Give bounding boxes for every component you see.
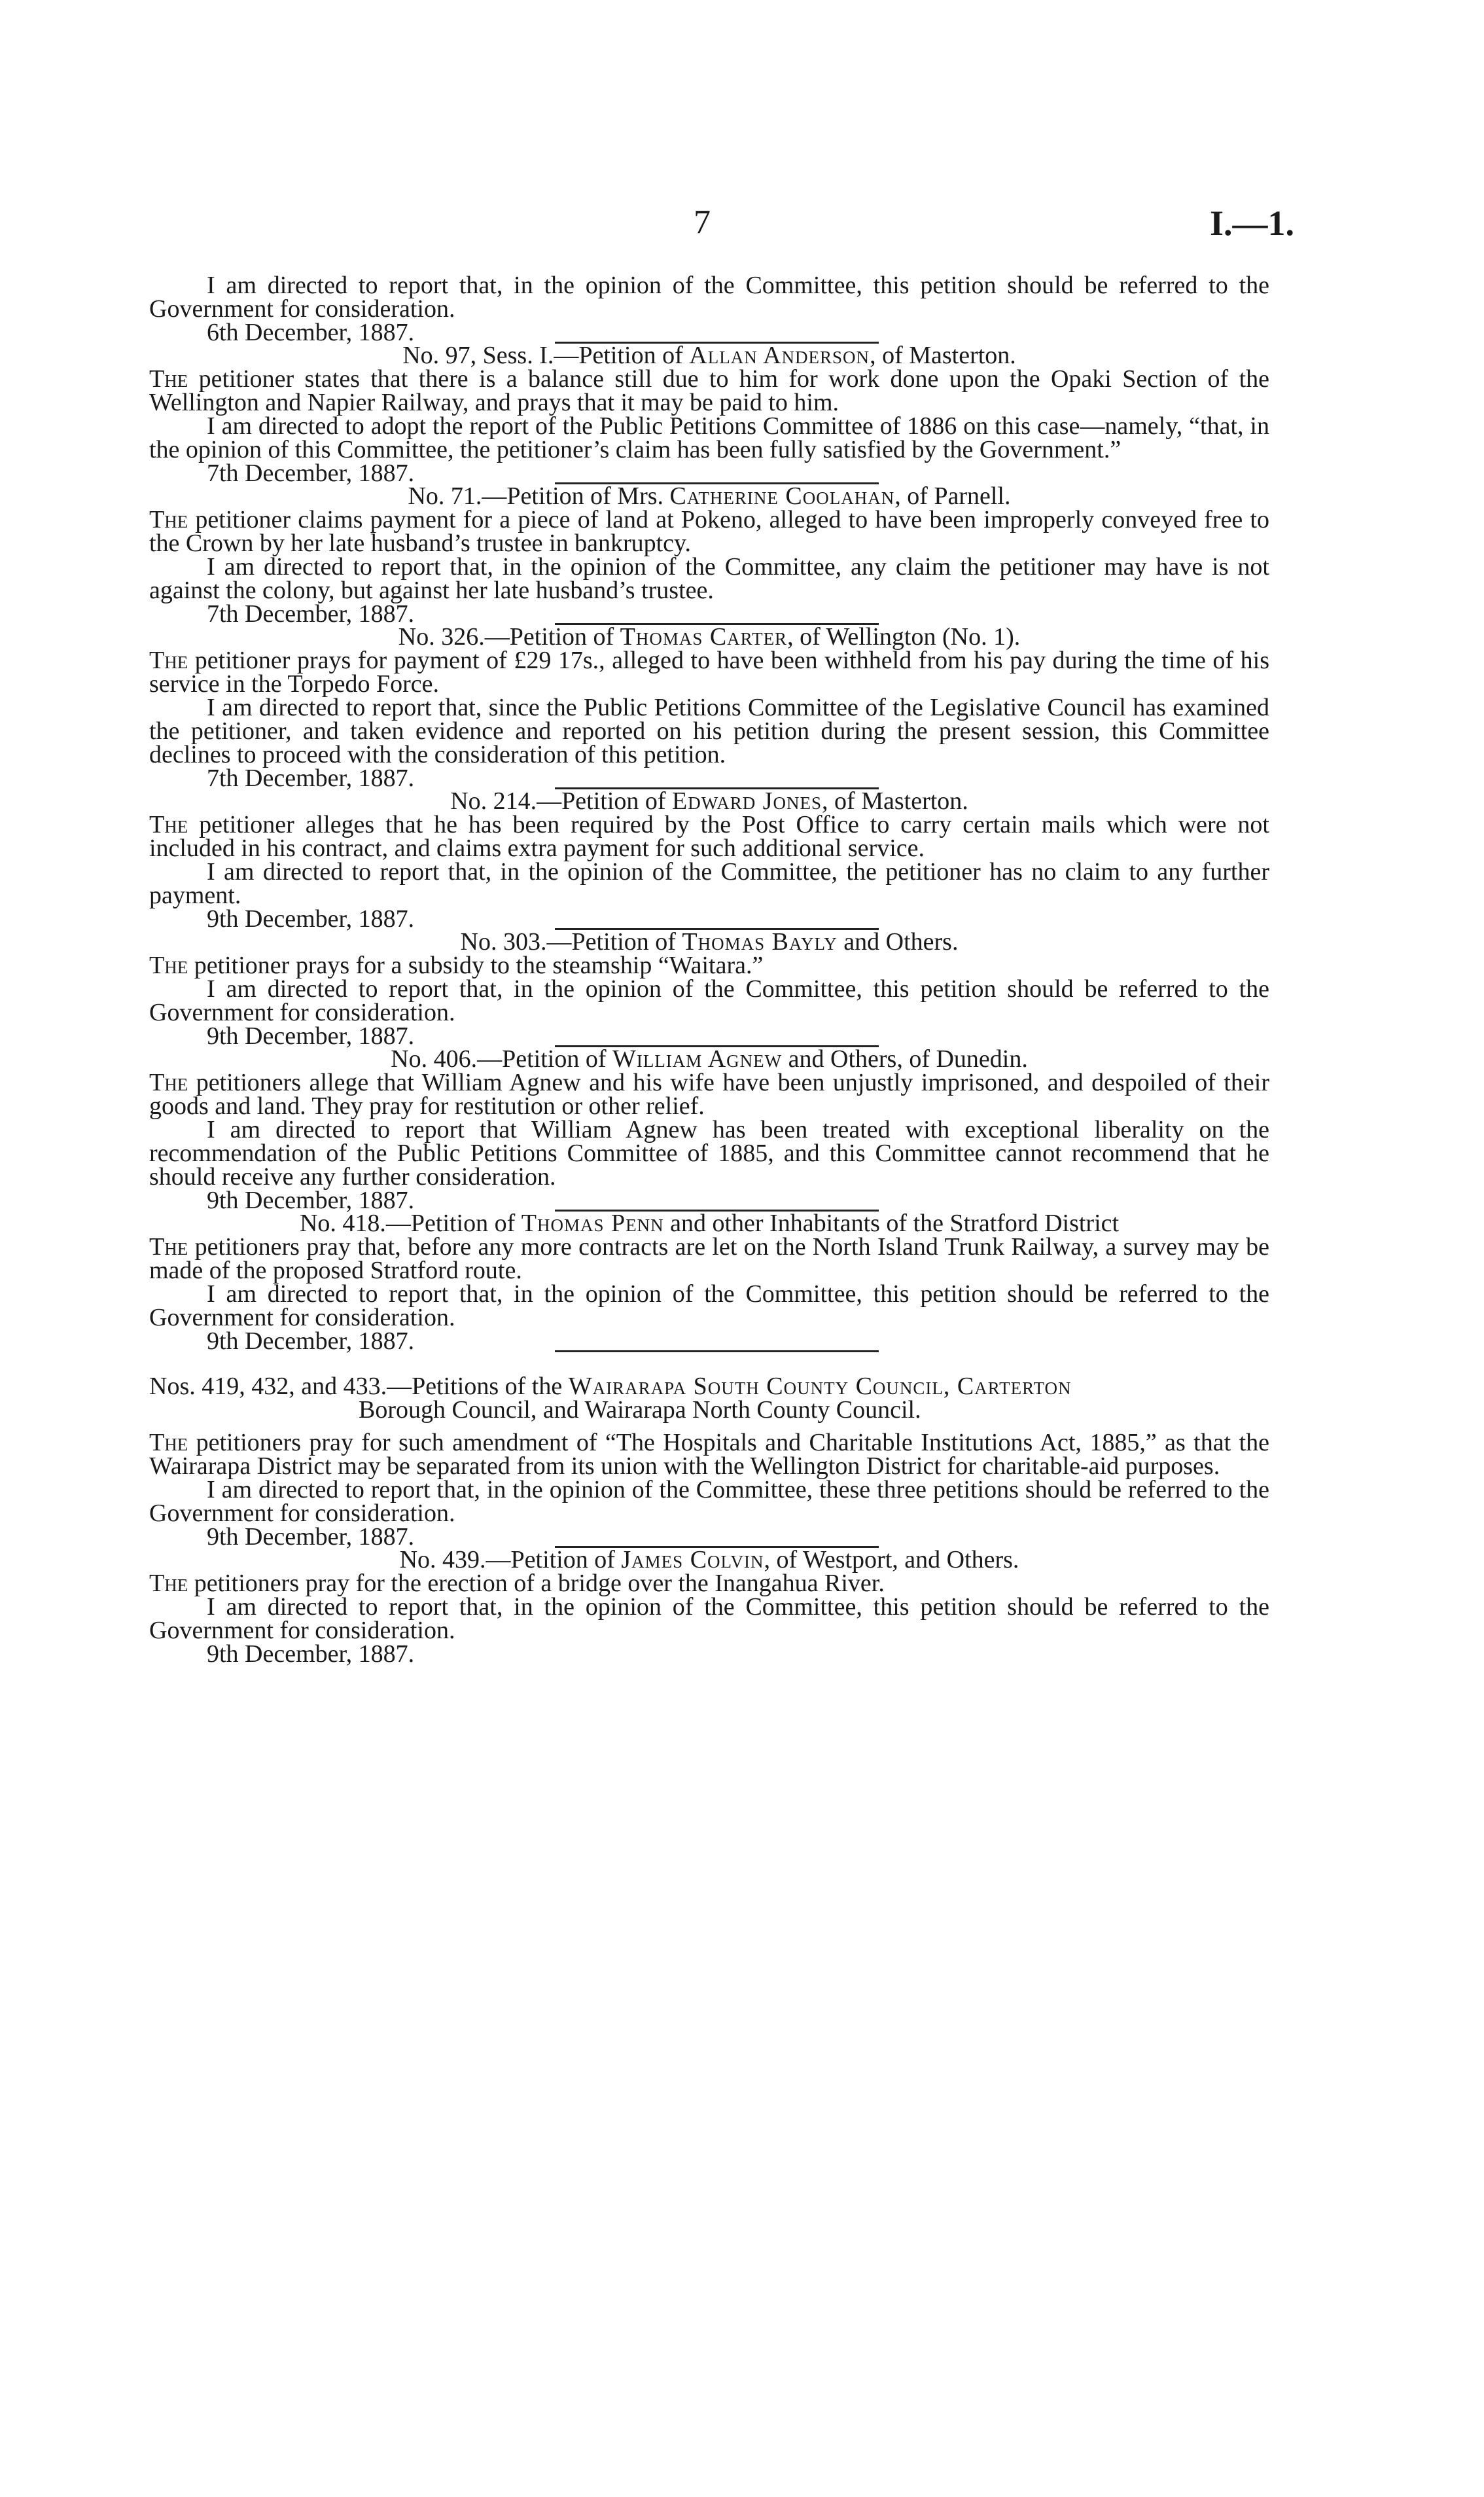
petitioner-name: Wairarapa North County Council	[584, 1396, 915, 1424]
petitioner-name: Borough Council	[359, 1396, 531, 1424]
intro-section	[149, 274, 1269, 344]
petitioner-name: Thomas Bayly	[682, 928, 838, 956]
report-date: 9th December, 1887.	[207, 1523, 415, 1551]
petition-heading-continued: Borough Council, and Wairarapa North County Council.	[359, 1396, 921, 1424]
document-reference: I.—1.	[1209, 204, 1294, 243]
petitioner-name: Catherine Coolahan	[669, 482, 895, 510]
petition-heading: No. 418.—Petition of Thomas Penn and other Inhabitants of the Stratford District	[299, 1210, 1120, 1237]
petition-statement: The petitioner alleges that he has been required by the Post Office to carry certain mails which were not included in his contract, and claims extra payment for such additional service.	[149, 811, 1269, 862]
petition-entry	[149, 1047, 1269, 1212]
committee-report: I am directed to report that, in the opinion of the Committee, this petition should be referred to the Government for consideration.	[149, 272, 1269, 323]
committee-report: I am directed to report that, in the opinion of the Committee, the petitioner has no claim to any further payment.	[149, 858, 1269, 909]
petition-statement: The petitioner prays for a subsidy to the steamship “Waitara.”	[149, 952, 764, 979]
petition-statement: The petitioners pray for such amendment of “The Hospitals and Charitable Institutions Act, 1885,” as that the Wairarapa District may be separated from its union with the Wellington District for charitable-aid purposes.	[149, 1429, 1269, 1480]
petitioner-name: Allan Anderson	[689, 342, 870, 369]
committee-report: I am directed to report that, in the opinion of the Committee, this petition should be referred to the Government for consideration.	[149, 1593, 1269, 1644]
petition-entry	[149, 1374, 1269, 1549]
petition-entry	[149, 625, 1269, 790]
committee-report: I am directed to report that, in the opinion of the Committee, any claim the petitioner may have is not against the colony, but against her late husband’s trustee.	[149, 553, 1269, 604]
petition-entry	[149, 1212, 1269, 1353]
petitioner-name: Thomas Carter	[620, 623, 788, 651]
petitioner-name: Wairarapa South County Council, Carterton	[568, 1373, 1072, 1400]
petition-entry	[149, 1548, 1269, 1666]
petition-statement: The petitioner prays for payment of £29 17s., alleged to have been withheld from his pay during the time of his service in the Torpedo Force.	[149, 647, 1269, 698]
petition-entry	[149, 789, 1269, 931]
report-date: 9th December, 1887.	[207, 905, 415, 933]
committee-report: I am directed to report that William Agnew has been treated with exceptional liberality on the recommendation of the Public Petitions Committee of 1885, and this Committee cannot recommend that he should receive any further consideration.	[149, 1116, 1269, 1191]
petition-heading: No. 97, Sess. I.—Petition of Allan Anderson, of Masterton.	[402, 342, 1016, 369]
report-date: 7th December, 1887.	[207, 459, 415, 487]
petition-statement: The petitioners pray that, before any more contracts are let on the North Island Trunk Railway, a survey may be made of the proposed Stratford route.	[149, 1233, 1269, 1284]
petition-entry	[149, 484, 1269, 626]
report-date: 9th December, 1887.	[207, 1640, 415, 1668]
committee-report: I am directed to report that, in the opinion of the Committee, these three petitions should be referred to the Government for consideration.	[149, 1476, 1269, 1527]
committee-report: I am directed to report that, since the Public Petitions Committee of the Legislative Council has examined the petitioner, and taken evidence and reported on his petition during the present session, this Committee declines to proceed with the consideration of this petition.	[149, 694, 1269, 768]
petitioner-name: Thomas Penn	[521, 1210, 664, 1237]
petition-entry	[149, 930, 1269, 1048]
petitioner-name: James Colvin	[621, 1546, 764, 1573]
petitioner-name: William Agnew	[612, 1045, 783, 1073]
petition-heading: No. 326.—Petition of Thomas Carter, of Wellington (No. 1).	[398, 623, 1021, 651]
page-number: 7	[694, 204, 711, 241]
committee-report: I am directed to report that, in the opinion of the Committee, this petition should be referred to the Government for consideration.	[149, 975, 1269, 1026]
petition-heading: No. 406.—Petition of William Agnew and Others, of Dunedin.	[391, 1045, 1028, 1073]
committee-report: I am directed to report that, in the opinion of the Committee, this petition should be referred to the Government for consideration.	[149, 1280, 1269, 1331]
petition-heading: Nos. 419, 432, and 433.—Petitions of the Wairarapa South County Council, Carterton	[149, 1373, 1072, 1400]
committee-report: I am directed to adopt the report of the Public Petitions Committee of 1886 on this case—namely, “that, in the opinion of this Committee, the petitioner’s claim has been fully satisfied by the Government.”	[149, 412, 1269, 463]
petition-heading: No. 214.—Petition of Edward Jones, of Masterton.	[450, 787, 968, 815]
report-date: 7th December, 1887.	[207, 764, 415, 792]
report-date: 7th December, 1887.	[207, 600, 415, 628]
petitioner-name: Edward Jones	[672, 787, 822, 815]
petition-heading: No. 303.—Petition of Thomas Bayly and Others.	[460, 928, 959, 956]
petition-heading: No. 439.—Petition of James Colvin, of Westport, and Others.	[399, 1546, 1019, 1573]
petition-heading: No. 71.—Petition of Mrs. Catherine Coolahan, of Parnell.	[408, 482, 1011, 510]
petition-entry	[149, 344, 1269, 485]
report-date: 9th December, 1887.	[207, 1022, 415, 1050]
report-date: 9th December, 1887.	[207, 1327, 415, 1355]
section-divider	[555, 1350, 879, 1352]
petition-statement: The petitioner states that there is a balance still due to him for work done upon the Opaki Section of the Wellington and Napier Railway, and prays that it may be paid to him.	[149, 365, 1269, 416]
page-content	[149, 274, 1269, 1670]
petition-statement: The petitioners allege that William Agnew and his wife have been unjustly imprisoned, and despoiled of their goods and land. They pray for restitution or other relief.	[149, 1069, 1269, 1120]
report-date: 9th December, 1887.	[207, 1187, 415, 1214]
petition-statement: The petitioner claims payment for a piece of land at Pokeno, alleged to have been improperly conveyed free to the Crown by her late husband’s trustee in bankruptcy.	[149, 506, 1269, 557]
report-date: 6th December, 1887.	[207, 319, 415, 346]
petition-statement: The petitioners pray for the erection of a bridge over the Inangahua River.	[149, 1570, 885, 1597]
